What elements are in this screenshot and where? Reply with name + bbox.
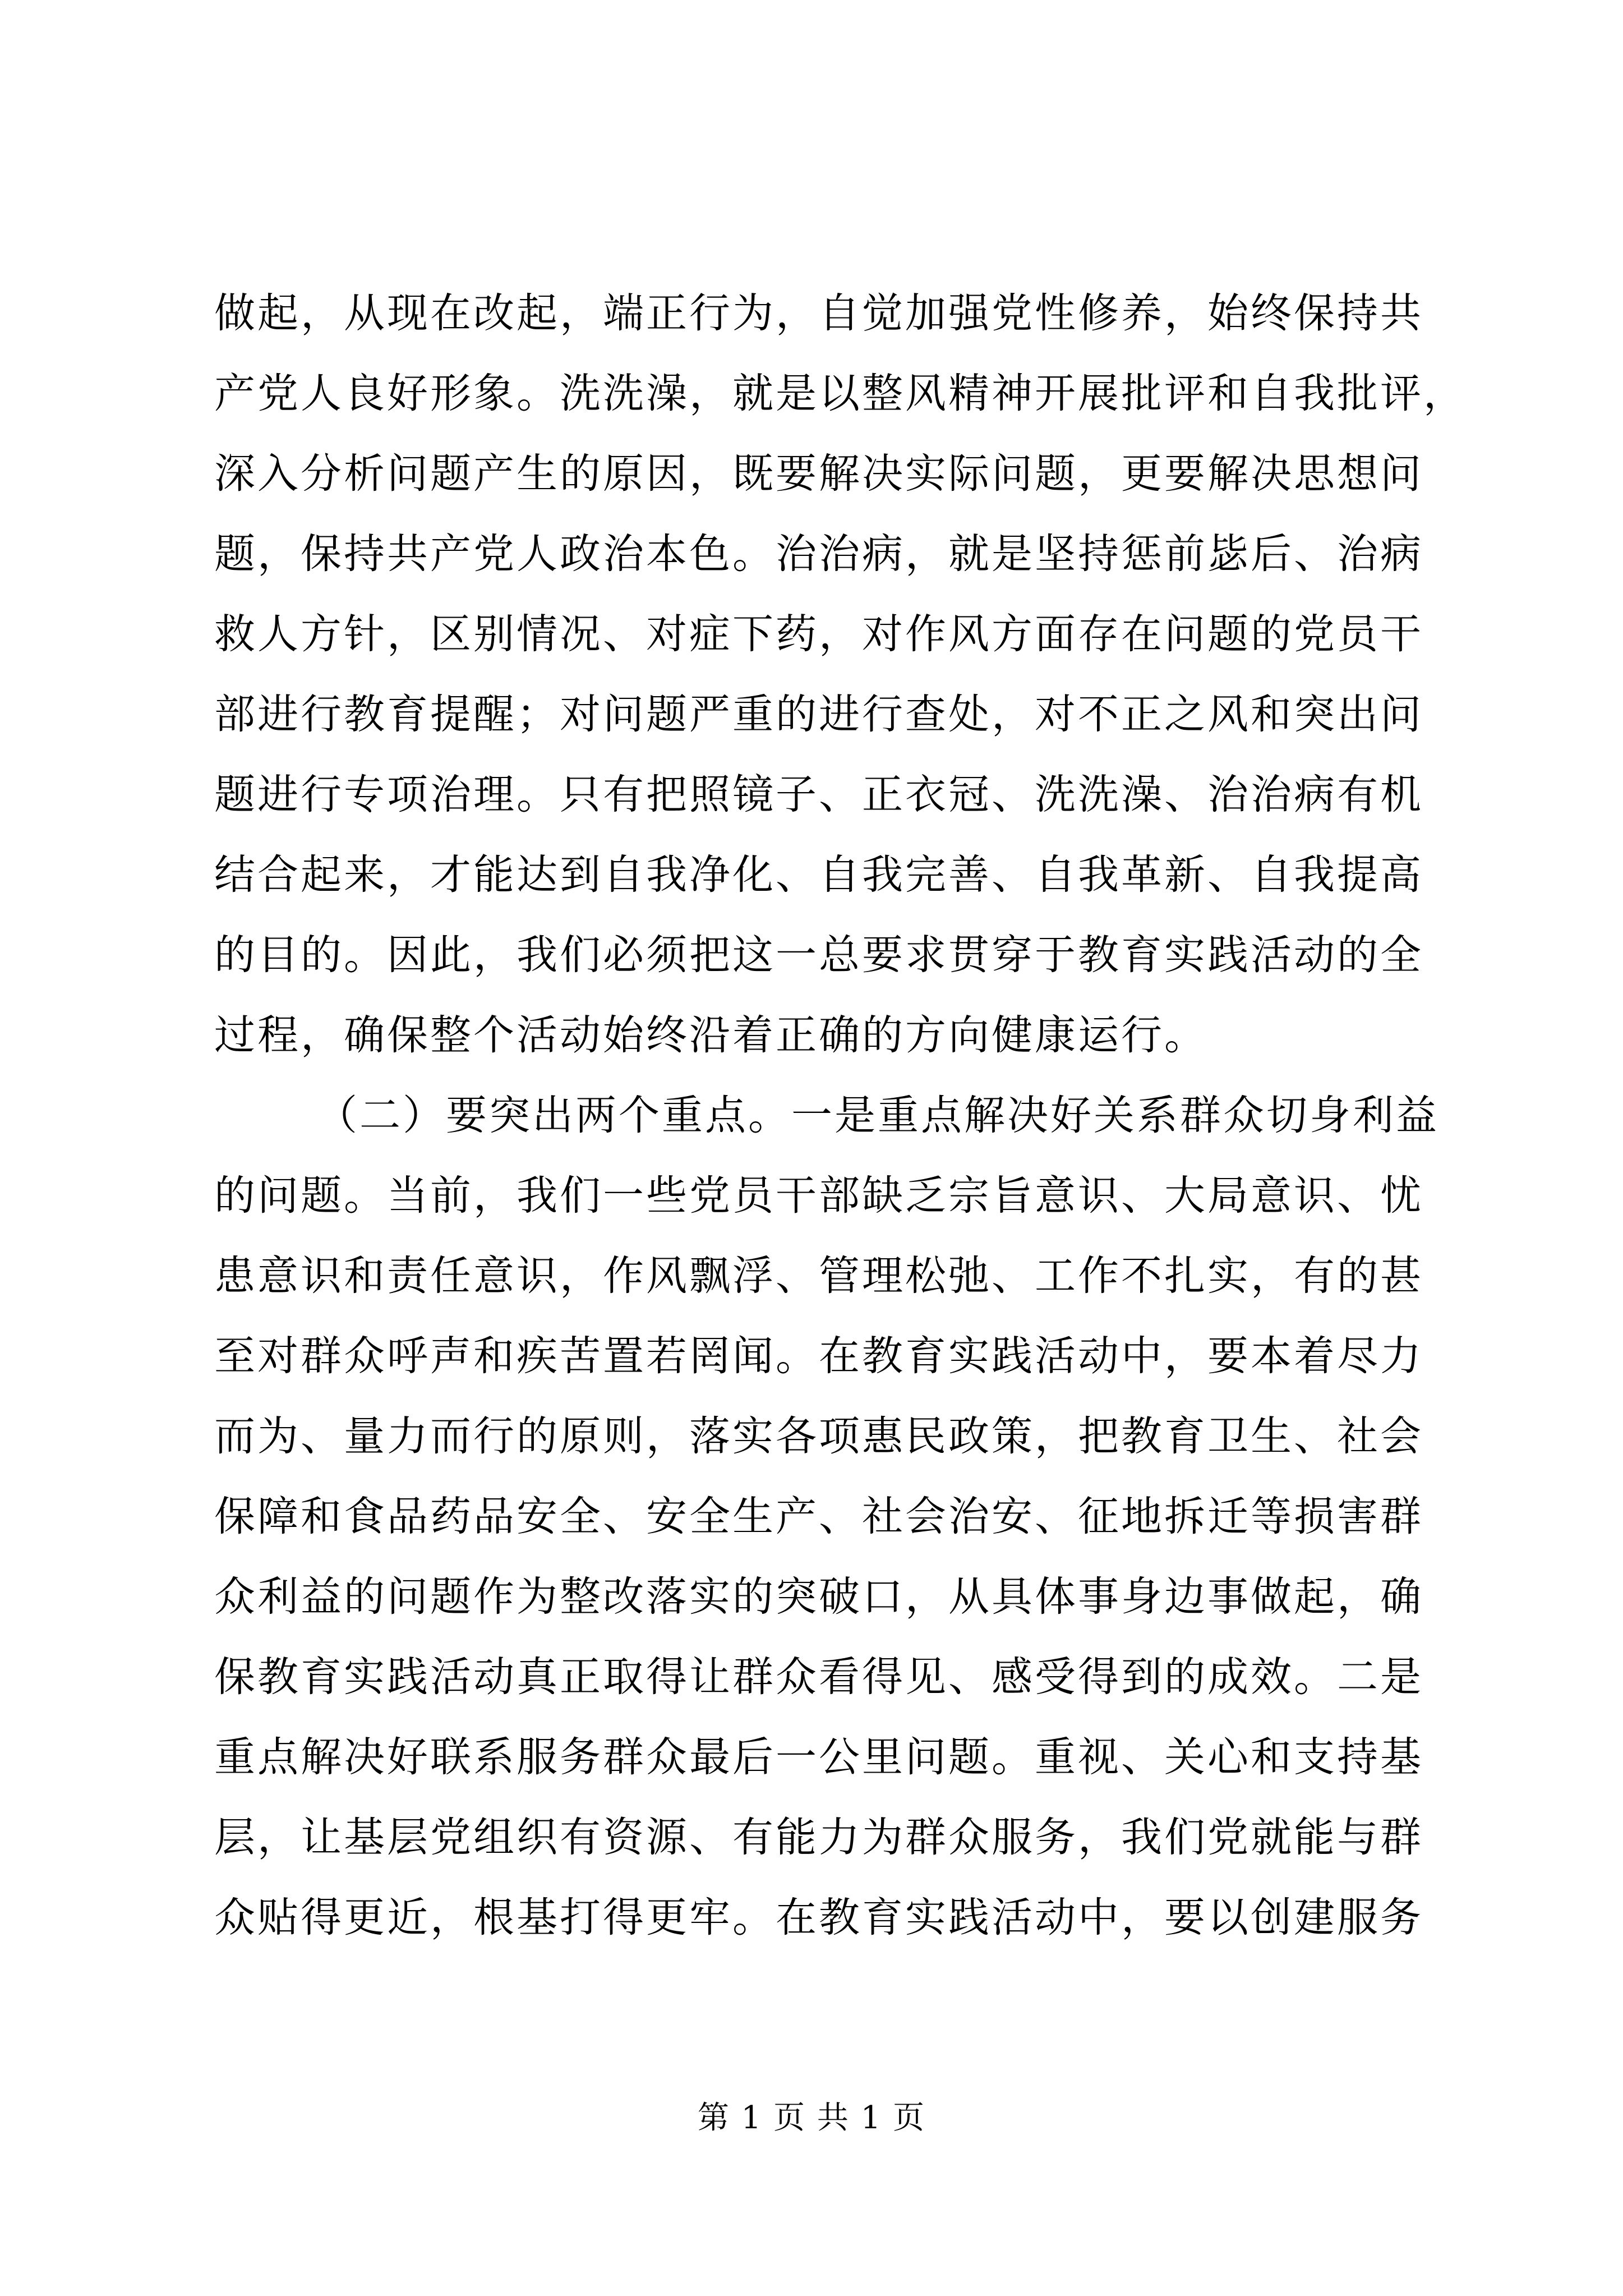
text-line: 众贴得更近，根基打得更牢。在教育实践活动中，要以创建服务 — [214, 1894, 1423, 1941]
text-line: 保障和食品药品安全、安全生产、社会治安、征地拆迁等损害群 — [214, 1493, 1423, 1540]
text-line: 的问题。当前，我们一些党员干部缺乏宗旨意识、大局意识、忧 — [214, 1172, 1423, 1220]
text-line: 至对群众呼声和疾苦置若罔闻。在教育实践活动中，要本着尽力 — [214, 1332, 1423, 1380]
text-line: 题进行专项治理。只有把照镜子、正衣冠、洗洗澡、治治病有机 — [214, 771, 1423, 818]
text-line: 而为、量力而行的原则，落实各项惠民政策，把教育卫生、社会 — [214, 1412, 1423, 1460]
text-line: 产党人良好形象。洗洗澡，就是以整风精神开展批评和自我批评， — [214, 370, 1467, 417]
text-line: 部进行教育提醒；对问题严重的进行查处，对不正之风和突出问 — [214, 691, 1423, 738]
text-line: 过程，确保整个活动始终沿着正确的方向健康运行。 — [214, 1011, 1207, 1059]
text-line: 保教育实践活动真正取得让群众看得见、感受得到的成效。二是 — [214, 1653, 1423, 1701]
text-line: 题，保持共产党人政治本色。治治病，就是坚持惩前毖后、治病 — [214, 530, 1423, 578]
text-line: 患意识和责任意识，作风飘浮、管理松弛、工作不扎实，有的甚 — [214, 1252, 1423, 1300]
page-number-footer: 第 1 页 共 1 页 — [697, 2100, 926, 2136]
text-line: 的目的。因此，我们必须把这一总要求贯穿于教育实践活动的全 — [214, 931, 1423, 979]
text-line: 层，让基层党组织有资源、有能力为群众服务，我们党就能与群 — [214, 1814, 1423, 1861]
paragraph-2 — [214, 1075, 1439, 1958]
text-line: 重点解决好联系服务群众最后一公里问题。重视、关心和支持基 — [214, 1733, 1423, 1781]
text-line: 结合起来，才能达到自我净化、自我完善、自我革新、自我提高 — [214, 851, 1423, 899]
text-line: 救人方针，区别情况、对症下药，对作风方面存在问题的党员干 — [214, 610, 1423, 658]
text-line: 深入分析问题产生的原因，既要解决实际问题，更要解决思想问 — [214, 450, 1423, 498]
text-line: 做起，从现在改起，端正行为，自觉加强党性修养，始终保持共 — [214, 289, 1423, 337]
paragraph-1 — [214, 273, 1467, 1075]
text-line: 众利益的问题作为整改落实的突破口，从具体事身边事做起，确 — [214, 1573, 1423, 1621]
body-text — [214, 273, 1467, 1958]
text-line: （二）要突出两个重点。一是重点解决好关系群众切身利益 — [316, 1092, 1439, 1139]
